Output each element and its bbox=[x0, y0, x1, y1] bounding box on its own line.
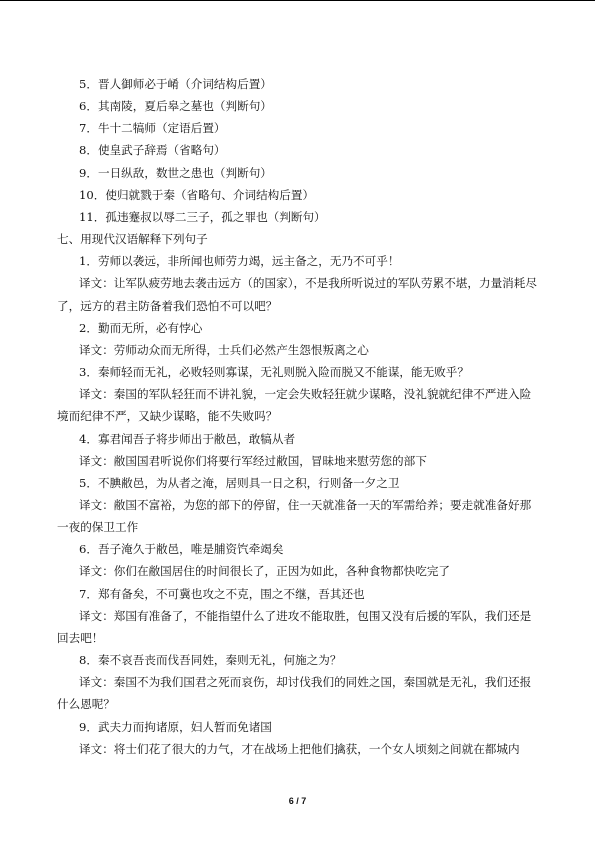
top-border-line bbox=[0, 0, 595, 1]
translation-8: 译文：秦国不为我们国君之死而哀伤，却讨伐我们的同姓之国，秦国就是无礼，我们还报什么恩呢？ bbox=[57, 675, 532, 712]
translation-5: 译文：敝国不富裕，为您的部下的停留，住一天就准备一天的军需给养；要走就准备好那一夜的保卫工作 bbox=[57, 497, 532, 535]
section-heading: 七、用现代汉语解释下列句子 bbox=[57, 232, 208, 247]
grammar-item-5: 5．晋人御师必于崤（介词结构后置） bbox=[79, 77, 272, 91]
sentence-8: 8．秦不哀吾丧而伐吾同姓，秦则无礼，何施之为？ bbox=[79, 653, 342, 668]
sentence-4: 4．寡君闻吾子将步师出于敝邑，敢犒从者 bbox=[79, 431, 296, 446]
grammar-item-10: 10．使归就戮于秦（省略句、介词结构后置） bbox=[79, 187, 315, 202]
sentence-6: 6．吾子淹久于敝邑，唯是脯资饩牵竭矣 bbox=[79, 542, 284, 557]
page-number: 6 / 7 bbox=[288, 796, 307, 806]
translation-4: 译文：敝国国君听说你们将要行军经过敝国，冒昧地来慰劳您的部下 bbox=[79, 453, 427, 468]
translation-6: 译文：你们在敝国居住的时间很长了，正因为如此，各种食物都快吃完了 bbox=[79, 564, 451, 579]
grammar-item-8: 8．使皇武子辞焉（省略句） bbox=[79, 143, 226, 158]
translation-7: 译文：郑国有准备了，不能指望什么了进攻不能取胜，包围又没有后援的军队，我们还是回去吧！ bbox=[57, 608, 532, 645]
document-body bbox=[57, 73, 539, 760]
sentence-3: 3．秦师轻而无礼，必败轻则寡谋，无礼则脱入险而脱又不能谋，能无败乎？ bbox=[79, 365, 469, 380]
grammar-item-6: 6．其南陵，夏后皋之墓也（判断句） bbox=[79, 99, 272, 114]
sentence-1: 1．劳师以袭远，非所闻也师劳力竭，远主备之，无乃不可乎！ bbox=[79, 254, 400, 269]
translation-2: 译文：劳师动众而无所得，士兵们必然产生怨恨叛离之心 bbox=[79, 342, 369, 357]
translation-1: 译文：让军队疲劳地去袭击远方（的国家），不是我所听说过的军队劳累不堪，力量消耗尽了，远方的君主防备着我们恐怕不可以吧？ bbox=[57, 276, 537, 313]
translation-9: 译文：将士们花了很大的力气，才在战场上把他们擒获，一个女人顷刻之间就在都城内 bbox=[79, 741, 520, 756]
sentence-5: 5．不腆敝邑，为从者之淹，居则具一日之积，行则备一夕之卫 bbox=[79, 475, 400, 490]
grammar-item-11: 11．孤违蹇叔以辱二三子，孤之罪也（判断句） bbox=[79, 209, 326, 224]
sentence-9: 9．武夫力而拘诸原，妇人暂而免诸国 bbox=[79, 719, 272, 734]
sentence-2: 2．勤而无所，必有悖心 bbox=[79, 320, 203, 335]
sentence-7: 7．郑有备矣，不可冀也攻之不克，围之不继，吾其还也 bbox=[79, 586, 365, 601]
grammar-item-7: 7．牛十二犒师（定语后置） bbox=[79, 121, 226, 136]
translation-3: 译文：秦国的军队轻狂而不讲礼貌，一定会失败轻狂就少谋略，没礼貌就纪律不严进入险境而纪律不严，又缺少谋略，能不失败吗？ bbox=[57, 387, 532, 424]
grammar-item-9: 9．一日纵敌，数世之患也（判断句） bbox=[79, 165, 272, 180]
